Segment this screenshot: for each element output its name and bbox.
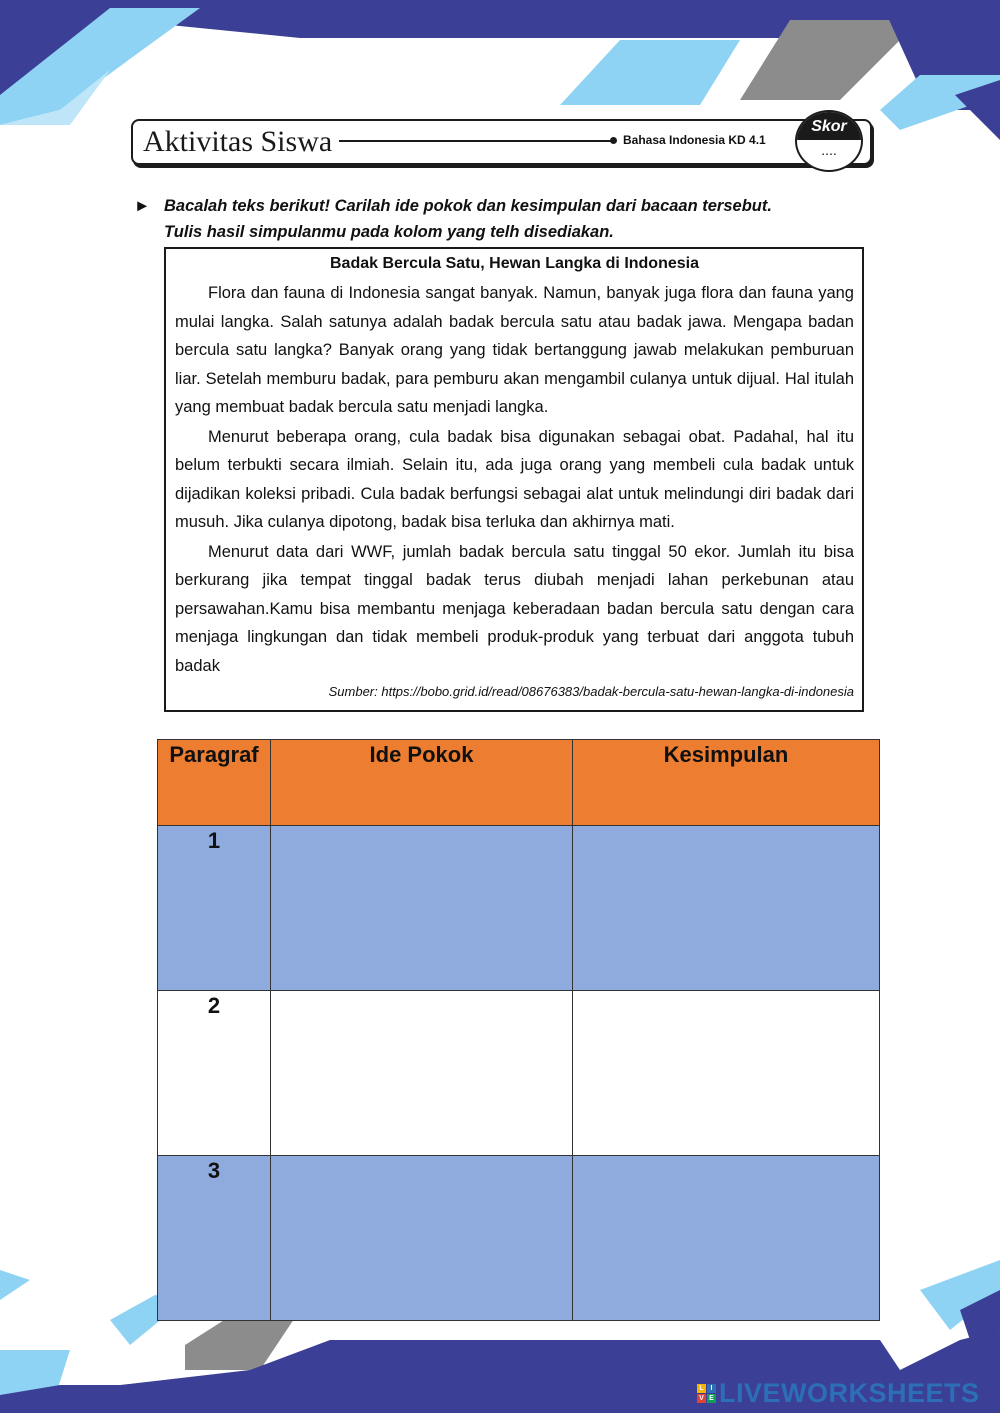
ide-pokok-answer-field[interactable] xyxy=(271,1156,573,1321)
reading-passage xyxy=(164,247,864,712)
kesimpulan-answer-field[interactable] xyxy=(573,1156,880,1321)
logo-letter: V xyxy=(697,1394,706,1403)
reading-title: Badak Bercula Satu, Hewan Langka di Indonesia xyxy=(330,255,699,272)
instruction-line-2: Tulis hasil simpulanmu pada kolom yang telh disediakan. xyxy=(164,223,614,241)
activity-header xyxy=(131,119,872,165)
kesimpulan-answer-field[interactable] xyxy=(573,991,880,1156)
logo-letter: L xyxy=(697,1384,706,1393)
header-divider xyxy=(339,140,614,142)
kesimpulan-answer-field[interactable] xyxy=(573,826,880,991)
paragraph-number: 1 xyxy=(158,826,271,991)
table-row xyxy=(158,826,880,991)
subject-label: Bahasa Indonesia KD 4.1 xyxy=(623,133,766,147)
table-header-row xyxy=(158,740,880,826)
logo-letter: E xyxy=(707,1394,716,1403)
paragraph-number: 3 xyxy=(158,1156,271,1321)
watermark-text: LIVEWORKSHEETS xyxy=(719,1378,980,1408)
paragraph-number: 2 xyxy=(158,991,271,1156)
score-value[interactable]: .... xyxy=(821,142,837,158)
instruction xyxy=(134,193,864,245)
liveworksheets-watermark xyxy=(697,1378,980,1409)
instruction-line-1: Bacalah teks berikut! Carilah ide pokok dan kesimpulan dari bacaan tersebut. xyxy=(164,197,772,215)
liveworksheets-logo-icon xyxy=(697,1384,716,1403)
table-row xyxy=(158,1156,880,1321)
score-badge xyxy=(795,110,863,172)
bottom-navy-mid xyxy=(250,1340,900,1370)
column-header-ide-pokok: Ide Pokok xyxy=(271,740,573,826)
bottom-light-strip xyxy=(0,1270,30,1300)
answer-table xyxy=(157,739,880,1321)
page-title: Aktivitas Siswa xyxy=(143,125,333,158)
table-row xyxy=(158,991,880,1156)
score-label: Skor xyxy=(797,112,861,140)
column-header-paragraf: Paragraf xyxy=(158,740,271,826)
reading-paragraph-2: Menurut beberapa orang, cula badak bisa digunakan sebagai obat. Padahal, hal itu belum terbukti secara ilmiah. Selain itu, ada juga orang yang membeli cula badak untuk dijadikan koleksi pribadi. Cula badak berfungsi sebagai alat untuk melindungi diri badak dari musuh. Jika culanya dipotong, badak bisa terluka dan akhirnya mati. xyxy=(175,427,854,531)
top-light-mid xyxy=(560,40,740,105)
column-header-kesimpulan: Kesimpulan xyxy=(573,740,880,826)
reading-paragraph-3: Menurut data dari WWF, jumlah badak bercula satu tinggal 50 ekor. Jumlah itu bisa berkurang jika tempat tinggal badak terus diubah menjadi lahan perkebunan atau persawahan.Kamu bisa membantu menjaga keberadaan badan bercula satu dengan cara menjaga lingkungan dan tidak membeli produk-produk yang terbuat dari anggota tubuh badak xyxy=(175,542,854,675)
reading-source: Sumber: https://bobo.grid.id/read/08676383/badak-bercula-satu-hewan-langka-di-indonesia xyxy=(328,684,854,699)
reading-paragraph-1: Flora dan fauna di Indonesia sangat banyak. Namun, banyak juga flora dan fauna yang mulai langka. Salah satunya adalah badak bercula satu atau badak jawa. Mengapa badan bercula satu langka? Banyak orang yang tidak bertanggung jawab melakukan pemburuan liar. Setelah memburu badak, para pemburu akan mengambil culanya untuk dijual. Hal itulah yang membuat badak bercula satu menjadi langka. xyxy=(175,284,854,416)
ide-pokok-answer-field[interactable] xyxy=(271,991,573,1156)
header-bullet-icon xyxy=(610,137,617,144)
arrow-right-icon: ► xyxy=(134,197,151,215)
logo-letter: I xyxy=(707,1384,716,1393)
ide-pokok-answer-field[interactable] xyxy=(271,826,573,991)
